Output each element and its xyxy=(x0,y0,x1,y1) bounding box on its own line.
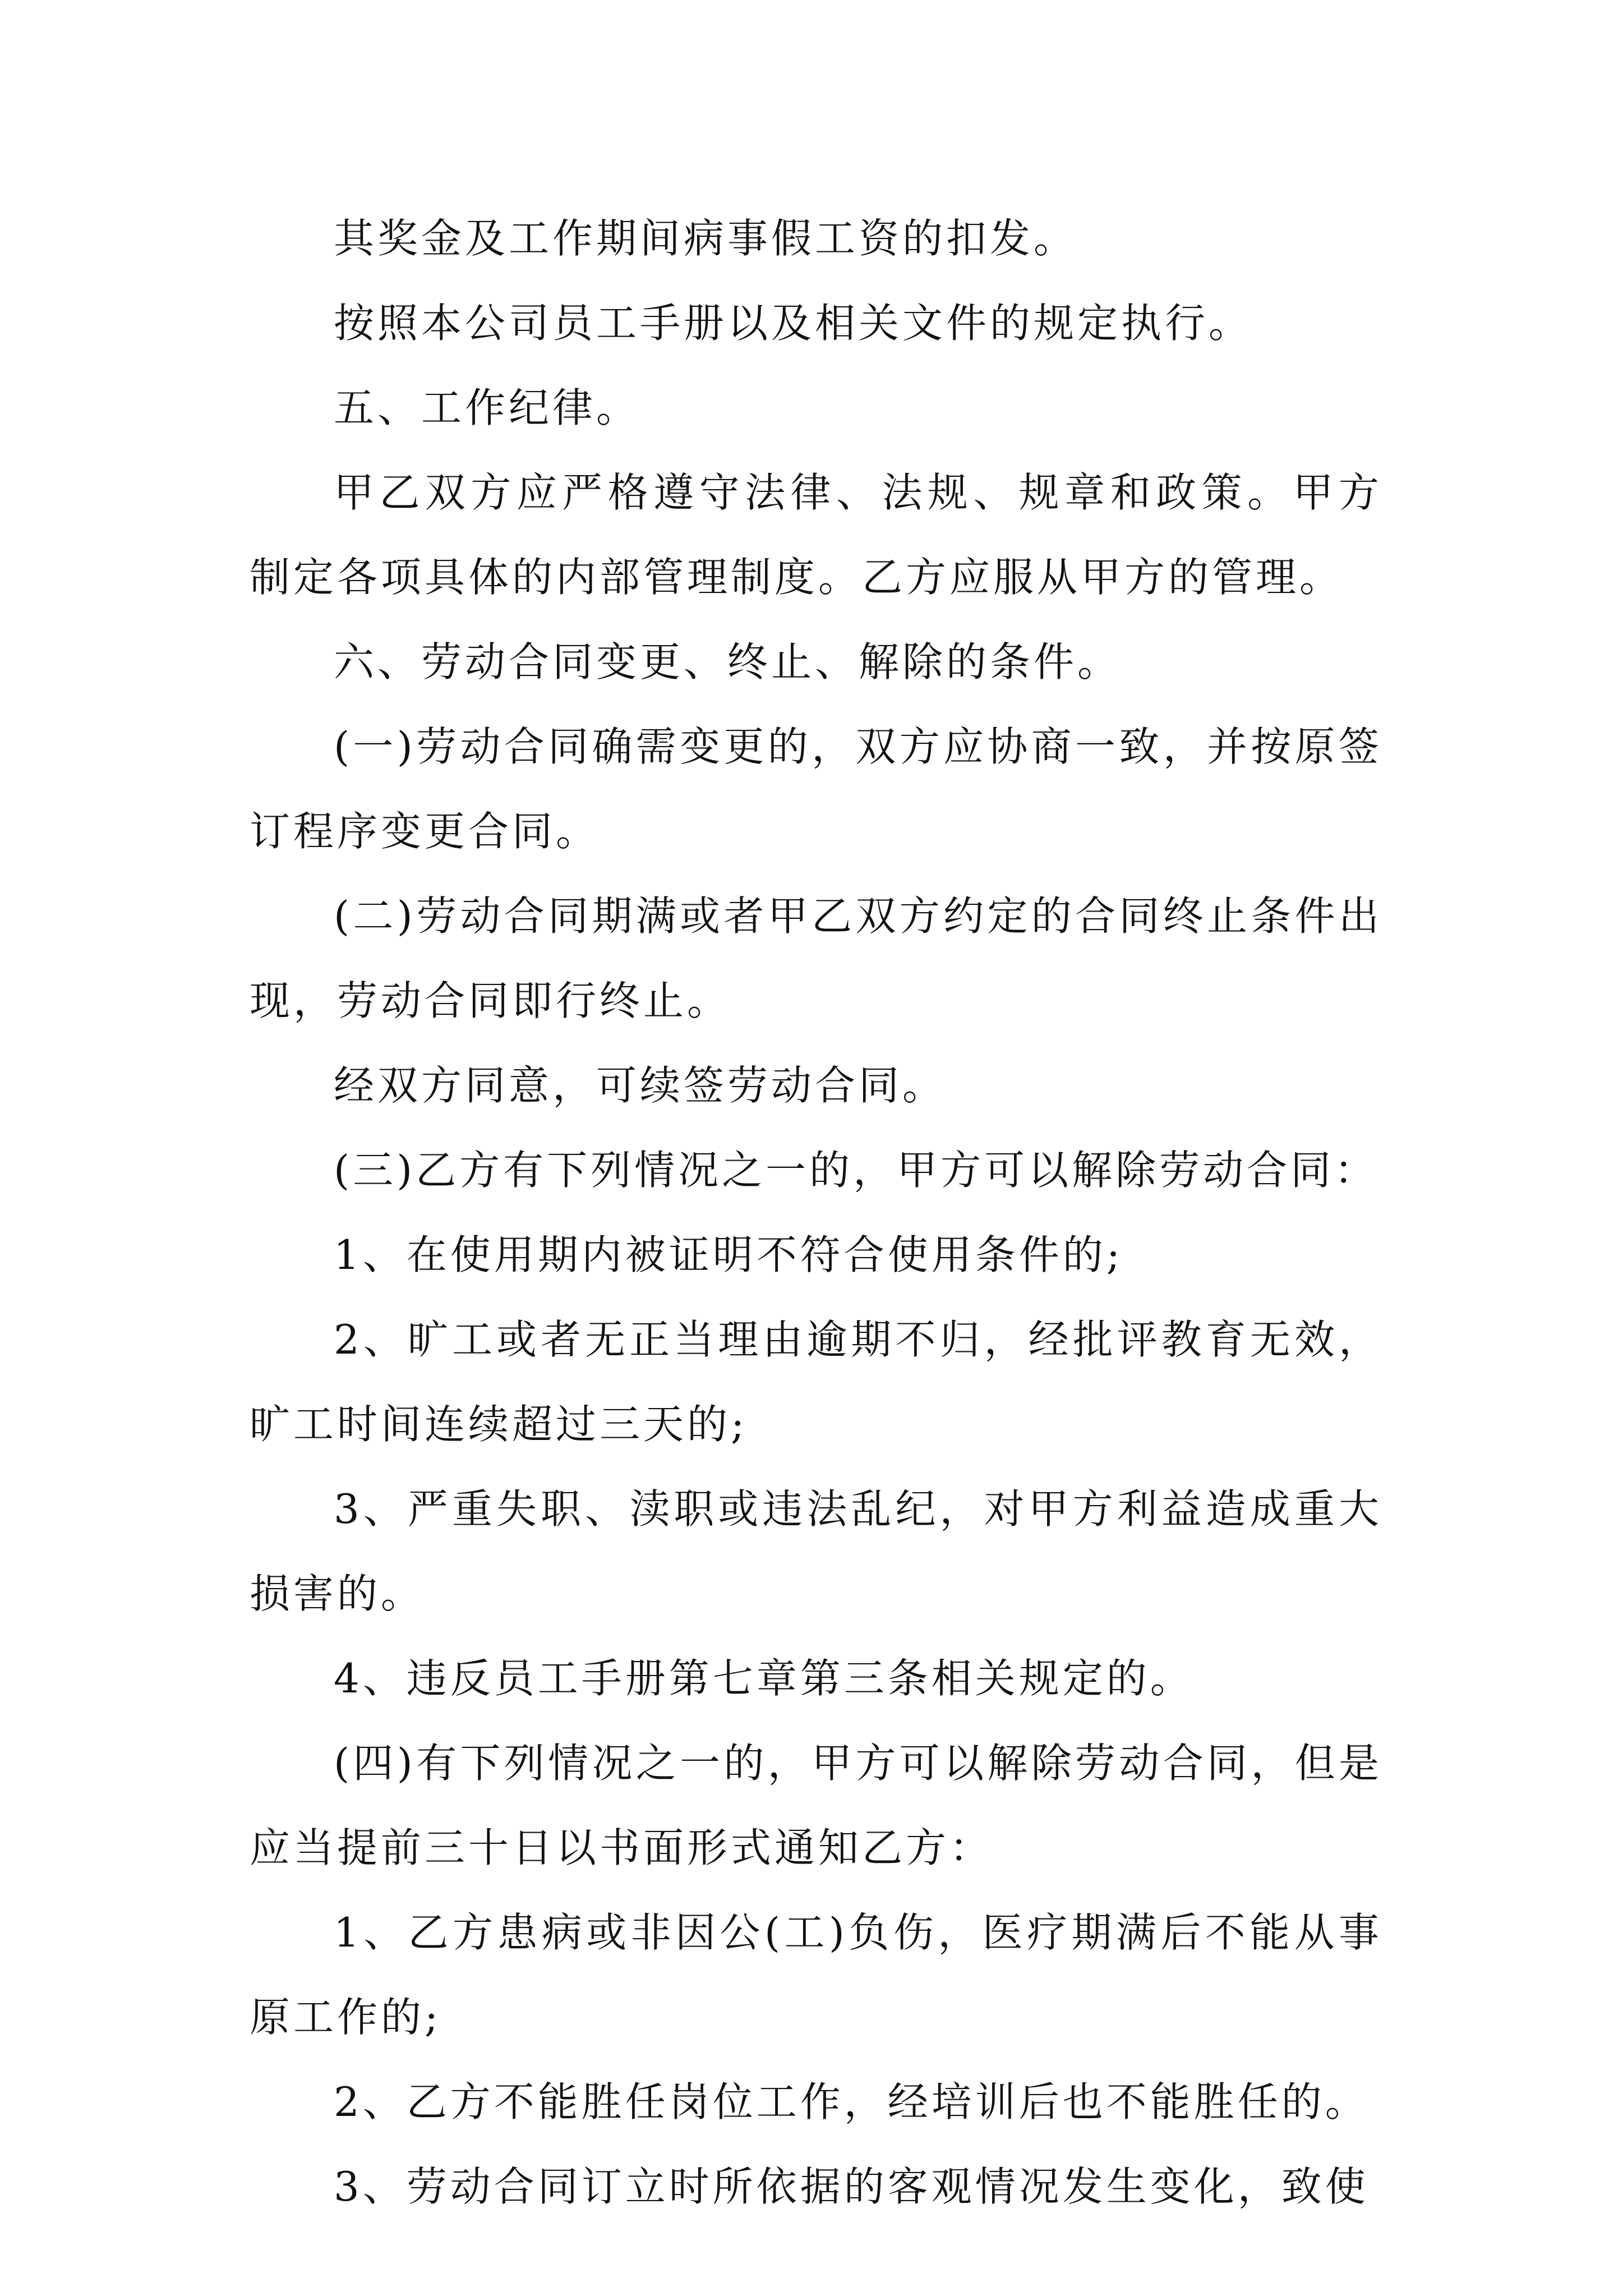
list-item: 1、在使用期内被证明不符合使用条件的; xyxy=(334,1231,1124,1278)
paragraph: 甲乙双方应严格遵守法律、法规、规章和政策。甲方制定各项具体的内部管理制度。乙方应服从甲方的管理。 xyxy=(250,469,1382,601)
list-item: 4、违反员工手册第七章第三条相关规定的。 xyxy=(334,1655,1194,1702)
paragraph: 经双方同意，可续签劳动合同。 xyxy=(334,1062,947,1109)
section-heading: 六、劳动合同变更、终止、解除的条件。 xyxy=(334,638,1122,685)
list-item: 2、乙方不能胜任岗位工作，经培训后也不能胜任的。 xyxy=(334,2078,1369,2125)
paragraph: (二)劳动合同期满或者甲乙双方约定的合同终止条件出现，劳动合同即行终止。 xyxy=(250,892,1382,1024)
list-item: 3、严重失职、渎职或违法乱纪，对甲方利益造成重大损害的。 xyxy=(250,1485,1382,1617)
list-item: 3、劳动合同订立时所依据的客观情况发生变化，致使 xyxy=(334,2163,1369,2210)
document-body xyxy=(250,196,1382,2229)
section-heading: 五、工作纪律。 xyxy=(334,384,640,431)
list-item: 1、乙方患病或非因公(工)负伤，医疗期满后不能从事原工作的; xyxy=(250,1909,1382,2041)
paragraph: 其奖金及工作期间病事假工资的扣发。 xyxy=(334,215,1078,262)
paragraph: (四)有下列情况之一的，甲方可以解除劳动合同，但是应当提前三十日以书面形式通知乙方： xyxy=(250,1740,1382,1871)
paragraph: (三)乙方有下列情况之一的，甲方可以解除劳动合同： xyxy=(334,1147,1378,1194)
paragraph: 按照本公司员工手册以及相关文件的规定执行。 xyxy=(334,300,1253,347)
list-item: 2、旷工或者无正当理由逾期不归，经批评教育无效，旷工时间连续超过三天的; xyxy=(250,1316,1382,1448)
paragraph: (一)劳动合同确需变更的，双方应协商一致，并按原签订程序变更合同。 xyxy=(250,723,1382,855)
